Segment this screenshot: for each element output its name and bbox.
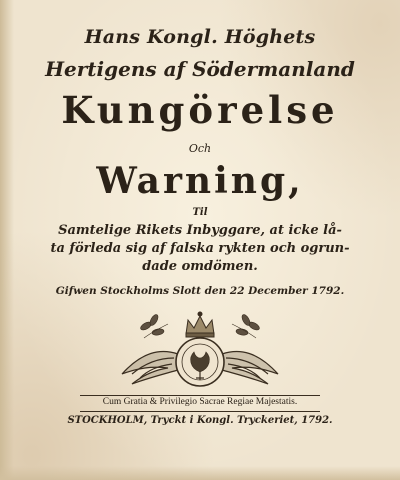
rule-bottom — [80, 411, 320, 412]
rule-top — [80, 395, 320, 396]
title-main-kungorelse: Kungörelse — [61, 88, 339, 132]
body-line-2: ta förleda sig af falska rykten och ogrun- — [50, 241, 350, 256]
title-line-1: Hans Kongl. Höghets — [84, 26, 316, 48]
crown-icon — [186, 312, 214, 337]
royal-emblem-vignette — [108, 308, 292, 392]
right-wing-icon — [222, 351, 278, 384]
title-main-warning: Warning, — [96, 160, 304, 202]
medallion-icon — [176, 338, 224, 386]
page-edge-bottom — [0, 466, 400, 480]
imprint-line: STOCKHOLM, Tryckt i Kongl. Tryckeriet, 1792. — [67, 415, 333, 426]
laurel-left-icon — [139, 313, 168, 338]
dated-line: Gifwen Stockholms Slott den 22 December 1792. — [55, 285, 345, 297]
title-to: Til — [192, 207, 208, 218]
body-line-3: dade omdömen. — [142, 259, 258, 274]
left-wing-icon — [122, 351, 178, 384]
body-line-1: Samtelige Rikets Inbyggare, at icke lå- — [58, 223, 342, 238]
title-line-2: Hertigens af Södermanland — [45, 57, 355, 81]
privilege-line: Cum Gratia & Privilegio Sacrae Regiae Majestatis. — [102, 397, 298, 407]
laurel-right-icon — [232, 313, 261, 338]
title-conjunction: Och — [188, 142, 212, 155]
